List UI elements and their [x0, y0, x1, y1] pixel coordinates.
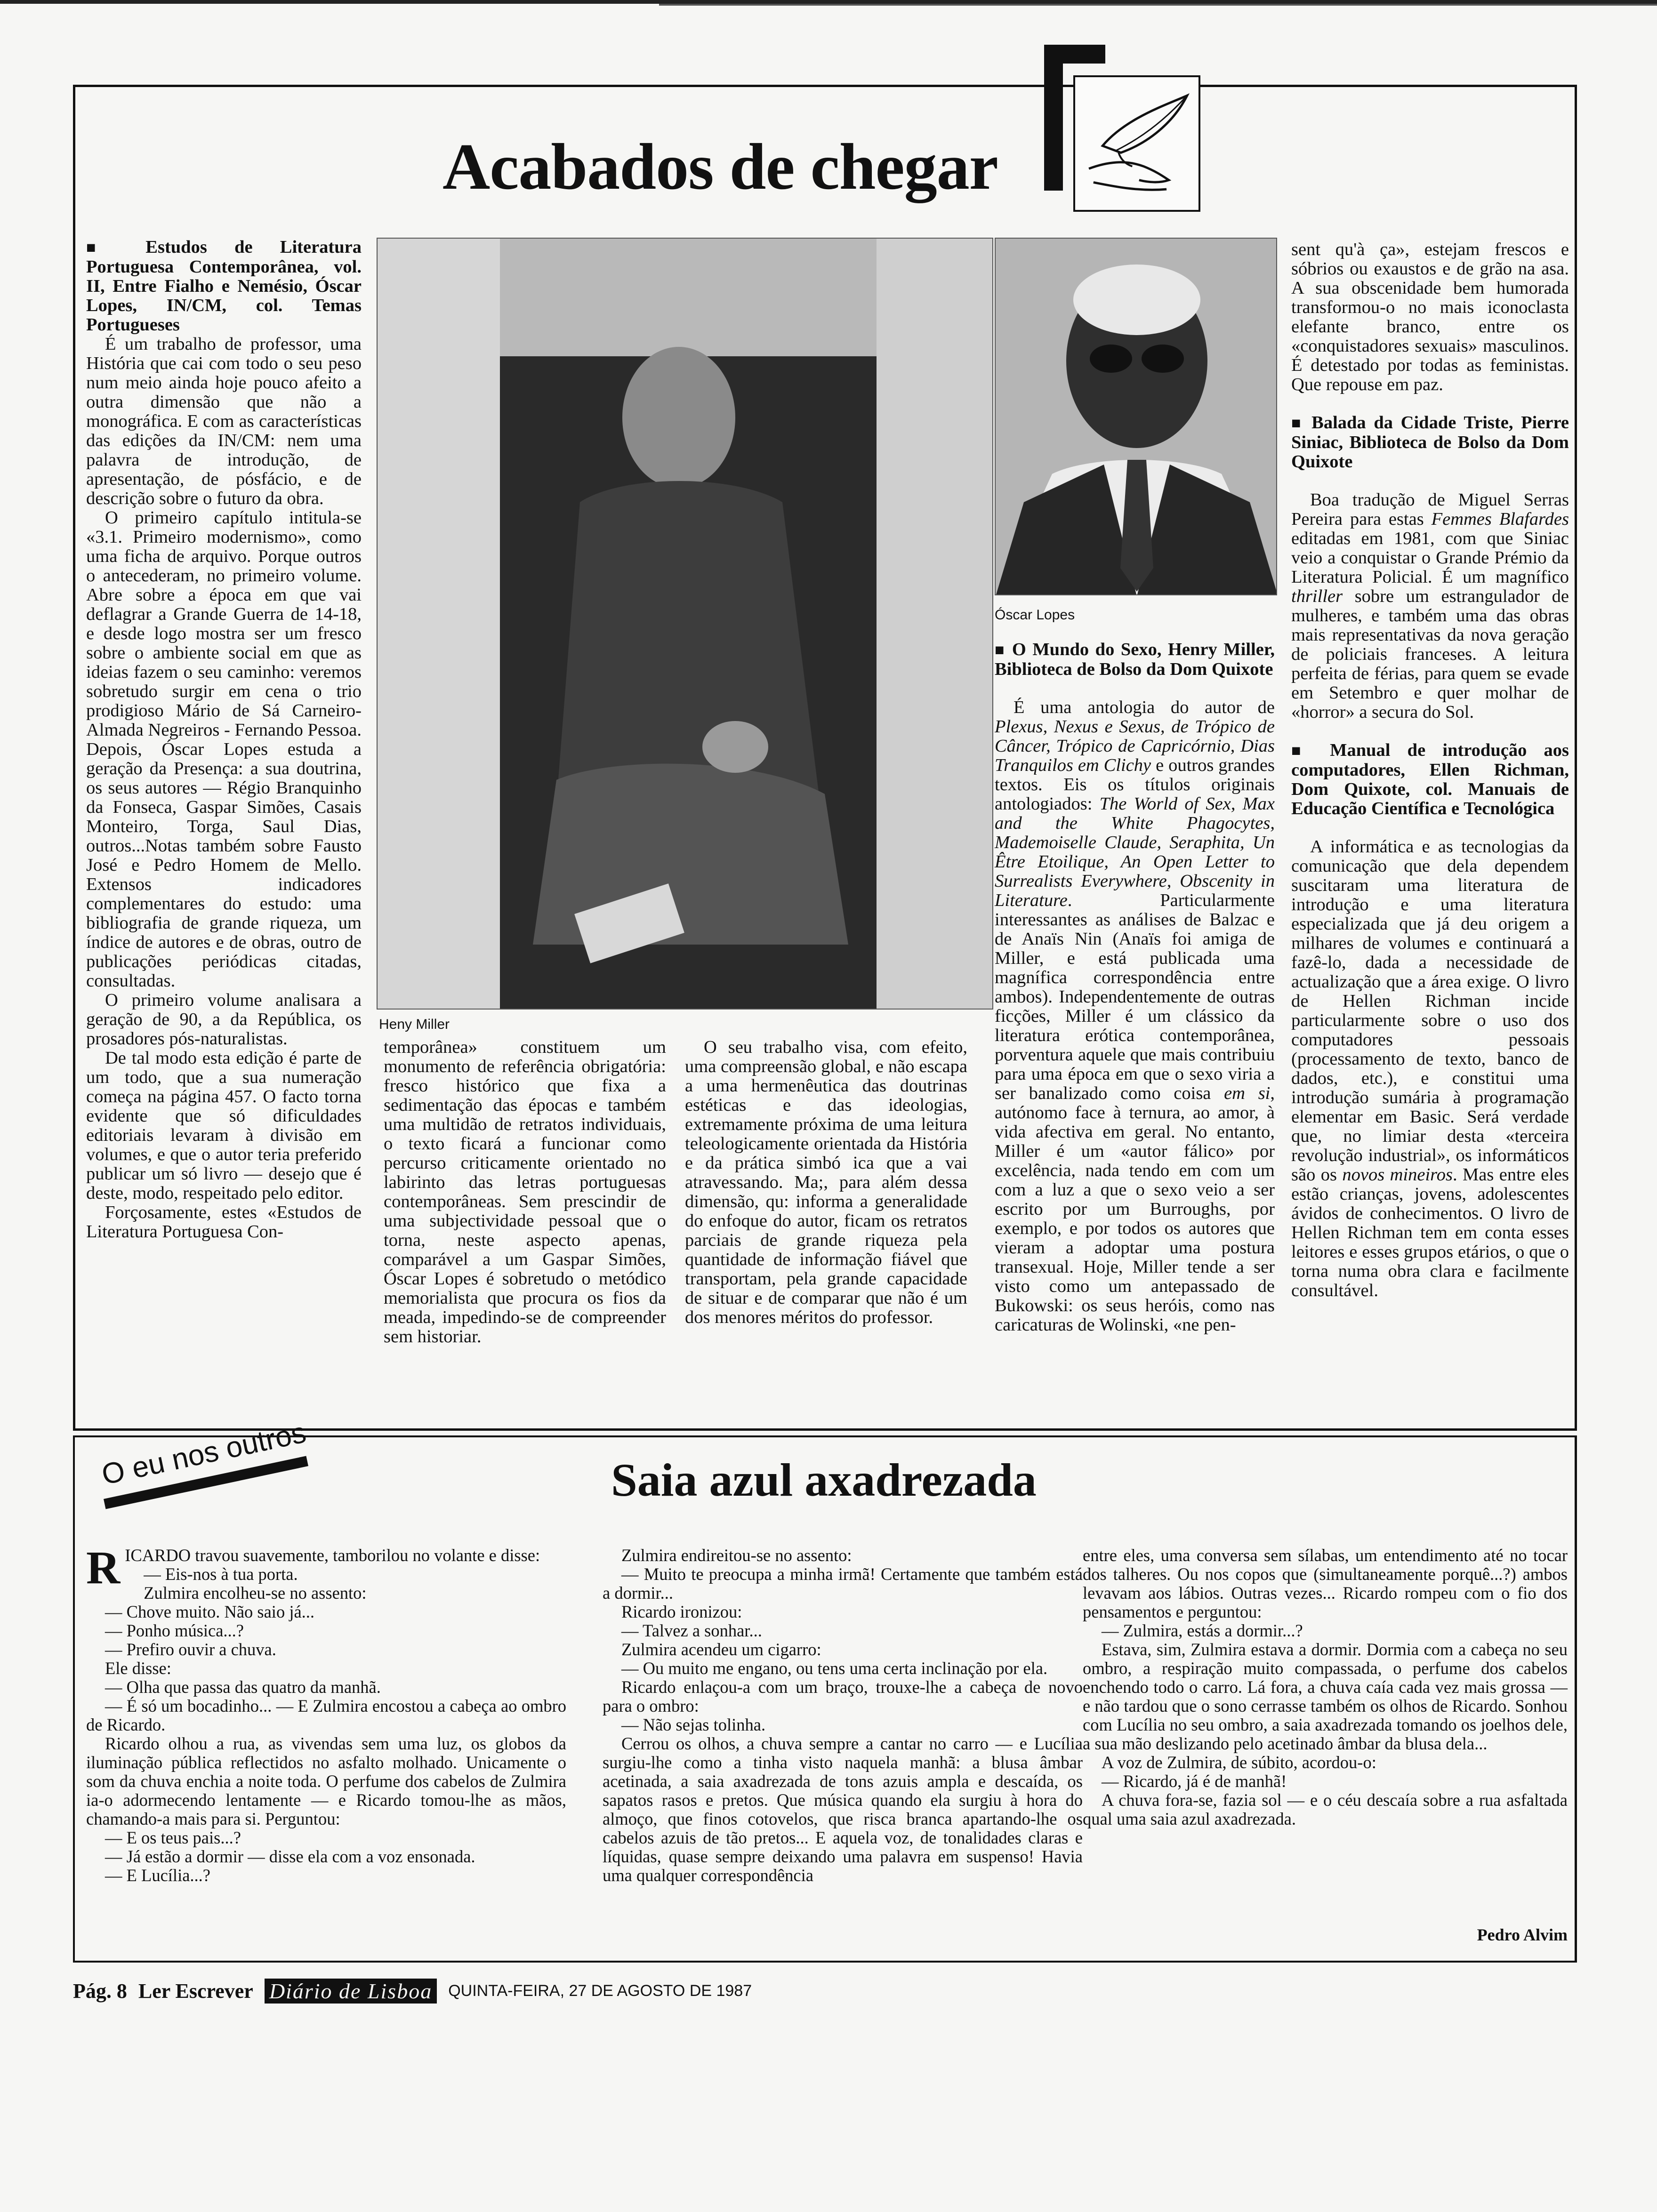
- page-headline: Acabados de chegar: [442, 130, 998, 203]
- story-paragraph: Zulmira acendeu um cigarro:: [621, 1640, 821, 1659]
- text-run: Boa tradução de Miguel Serras Pereira para estas: [1291, 490, 1569, 529]
- text-run: sobre um estrangulador de mulheres, e também uma das obras mais representativas da nova geração de policiais franceses. A leitura perfeita de férias, para quem se evade em Setembro e quer molhar de «horror» a secura do Sol.: [1291, 586, 1569, 722]
- column-4: [995, 640, 1275, 1335]
- story-paragraph: Ricardo ironizou:: [621, 1602, 742, 1621]
- italic-titles: Plexus, Nexus e Sexus, de Trópico de Câncer, Trópico de Capricórnio, Dias Tranquilos em Clichy: [995, 717, 1275, 775]
- story-paragraph: — É só um bocadinho... — E Zulmira encostou a cabeça ao ombro de Ricardo.: [86, 1696, 566, 1734]
- text-run: A informática e as tecnologias da comunicação que dela dependem suscitaram uma literatura de introdução e uma literatura especializada que já deu origem a milhares de volumes e continuará a fazê-lo, dada a necessidade de actualização que a área exige. O livro de Hellen Richman incide particularmente sobre o uso dos computadores pessoais (processamento de texto, banco de dados, etc.), e constitui uma introdução sumária à programação elementar em Basic. Será verdade que, no limiar desta «terceira revolução industrial», os informáticos são os: [1291, 837, 1569, 1185]
- text-run: . Particularmente interessantes as análises de Balzac e de Anaïs Nin (Anaïs foi amiga de Miller, e está publicada uma magnífica correspondência entre ambos). Independentemente de outras ficções, Miller é um clássico da literatura erótica contemporânea, porventura aquele que mais contribuiu para uma época em que o sexo viria a ser banalizado como coisa: [995, 890, 1275, 1103]
- story-column-2: [603, 1546, 1083, 1885]
- story-paragraph: A voz de Zulmira, de súbito, acordou-o:: [1102, 1753, 1376, 1772]
- story-paragraph: — Muito te preocupa a minha irmã! Certamente que também está a dormir...: [603, 1564, 1083, 1603]
- italic-title: Femmes Blafardes: [1431, 509, 1569, 529]
- drop-cap: R: [86, 1541, 121, 1594]
- photo-oscar-lopes: [995, 238, 1277, 595]
- masthead-logo: Diário de Lisboa: [265, 1979, 437, 2004]
- story-paragraph: Zulmira endireitou-se no assento:: [621, 1546, 852, 1565]
- italic-phrase: em si: [1224, 1083, 1271, 1103]
- photo-caption-lopes: Óscar Lopes: [995, 607, 1075, 623]
- story-paragraph: — Já estão a dormir — disse ela com a voz ensonada.: [105, 1847, 475, 1866]
- column-3: [685, 1038, 967, 1327]
- paragraph: De tal modo esta edição é parte de um todo, que a sua numeração começa na página 457. O facto torna evidente que só dificuldades editoriais levaram à divisão em volumes, e que o autor teria preferido publicar um só livro — desejo que é deste, modo, respeitado pelo editor.: [86, 1048, 362, 1203]
- story-author: Pedro Alvim: [1477, 1925, 1568, 1944]
- story-paragraph: — Ou muito me engano, ou tens uma certa inclinação por ela.: [621, 1659, 1048, 1678]
- paragraph: O primeiro capítulo intitula-se «3.1. Primeiro modernismo», como uma ficha de arquivo. Porque outros o antecederam, no primeiro volume. Abre sobre a época em que vai deflagrar a Grande Guerra de 14-18, e desde logo mostra ser um fresco sobre o ambiente social em que as ideias fazem o seu caminho: veremos sobretudo surgir em cena o trio prodigioso Mário de Sá Carneiro-Almada Negreiros - Fernando Pessoa. Depois, Óscar Lopes estuda a geração da Presença: a sua doutrina, os seus autores — Régio Branquinho da Fonseca, Gaspar Simões, Casais Monteiro, Torga, Saul Dias, outros...Notas também sobre Fausto José e Pedro Homem de Mello. Extensos indicadores complementares do estudo: uma bibliografia de grande riqueza, um índice de autores e de obras, outro de publicações periódicas citadas, consultadas.: [86, 508, 362, 991]
- photo-henry-miller: [377, 238, 993, 1010]
- text-run: e outros grandes textos. Eis os títulos originais antologiados:: [995, 755, 1275, 814]
- story-paragraph: — E os teus pais...?: [105, 1828, 241, 1847]
- paragraph: O seu trabalho visa, com efeito, uma compreensão global, e não escapa a uma hermenêutica das doutrinas estéticas e das ideologias, extremamente próxima de uma leitura teleologicamente orientada da História e da prática simbó ica que a vai atravessando. Ma;, para além dessa dimensão, qu: informa a generalidade do enfoque do autor, ficam os retratos parciais de grande riqueza pela quantidade de informação fiável que transportam, pela grande capacidade de situar e de comparar que não é um dos menores méritos do professor.: [685, 1037, 967, 1327]
- publication-date: QUINTA-FEIRA, 27 DE AGOSTO DE 1987: [448, 1981, 752, 2000]
- section-tag-label: O eu nos outros: [99, 1416, 309, 1491]
- story-paragraph: — Não sejas tolinha.: [621, 1715, 766, 1734]
- story-paragraph: — E Lucília...?: [105, 1866, 210, 1885]
- story-column-3: [1083, 1546, 1568, 1828]
- review-heading-estudos: ■ Estudos de Literatura Portuguesa Contemporânea, vol. II, Entre Fialho e Nemésio, Óscar Lopes, IN/CM, col. Temas Portugueses: [86, 238, 362, 335]
- story-paragraph: — Ponho música...?: [105, 1621, 244, 1640]
- review-heading-manual: ■ Manual de introdução aos computadores, Ellen Richman, Dom Quixote, col. Manuais de Educação Científica e Tecnológica: [1291, 741, 1569, 818]
- italic-titles: The World of Sex, Max and the White Phagocytes, Mademoiselle Claude, Seraphita, Un Être Etoilique, An Open Letter to Surrealists Everywhere, Obscenity in Literature: [995, 794, 1275, 910]
- top-scan-rule: [0, 0, 1657, 4]
- story-frame-left: [73, 1435, 75, 1963]
- story-paragraph: entre eles, uma conversa sem sílabas, um entendimento até no tocar dos talheres. Ou nos copos que (simultaneamente porquê...?) ambos levavam aos lábios. Outras vezes... Ricardo rompeu com o fio dos pensamentos e perguntou:: [1083, 1546, 1568, 1621]
- story-paragraph: Ricardo olhou a rua, as vivendas sem uma luz, os globos da iluminação pública reflectidos no asfalto molhado. Unicamente o som da chuva enchia a noite toda. O perfume dos cabelos de Zulmira ia-o adormecendo lentamente — e Ricardo tomou-lhe as mãos, chamando-a mais para si. Perguntou:: [86, 1734, 566, 1828]
- column-5: [1291, 240, 1569, 1300]
- story-paragraph: Zulmira encolheu-se no assento:: [144, 1583, 367, 1603]
- page-footer: [73, 1974, 752, 2007]
- section-tag: [94, 1416, 320, 1525]
- paragraph: O primeiro volume analisara a geração de 90, a da República, os prosadores pós-naturalistas.: [86, 990, 362, 1049]
- review-heading-mundo-do-sexo: ■ O Mundo do Sexo, Henry Miller, Biblioteca de Bolso da Dom Quixote: [995, 640, 1275, 679]
- paragraph: temporânea» constituem um monumento de referência obrigatória: fresco histórico que fixa a sedimentação das épocas e também uma multidão de retratos individuais, o texto ficará a funcionar como percurso criticamente orientado no labirinto das letras portuguesas contemporâneas. Sem prescindir de uma subjectividade pessoal que o torna, neste aspecto apenas, comparável a um Gaspar Simões, Óscar Lopes é sobretudo o metódico memorialista que procura os fios da meada, impedindo-se de compreender sem historiar.: [384, 1037, 666, 1346]
- review-heading-balada: ■ Balada da Cidade Triste, Pierre Siniac, Biblioteca de Bolso da Dom Quixote: [1291, 413, 1569, 472]
- text-run: editadas em 1981, com que Siniac veio a conquistar o Grande Prémio da Literatura Policial. É um magnífico: [1291, 529, 1569, 587]
- story-paragraph: — Zulmira, estás a dormir...?: [1102, 1621, 1303, 1640]
- story-paragraph: — Prefiro ouvir a chuva.: [105, 1640, 276, 1659]
- story-paragraph: — Ricardo, já é de manhã!: [1102, 1771, 1287, 1791]
- column-2: [384, 1038, 666, 1346]
- italic-word: thriller: [1291, 586, 1343, 606]
- quill-hand-illustration: [1075, 77, 1199, 210]
- paragraph: [1291, 490, 1569, 722]
- page-number: Pág. 8: [73, 1979, 127, 2003]
- photo-caption-miller: Heny Miller: [379, 1017, 450, 1032]
- paragraph: sent qu'à ça», estejam frescos e sóbrios ou exaustos e de grão na asa. A sua obscenidade bem humorada transformou-o no mais iconoclasta elefante branco, entre os «conquistadores sexuais» masculinos. É detestado por todas as feministas. Que repouse em paz.: [1291, 240, 1569, 394]
- photo-lopes-illustration: [996, 239, 1277, 595]
- italic-phrase: novos mineiros: [1342, 1165, 1453, 1185]
- story-frame-right: [1575, 1435, 1577, 1963]
- frame-corner-bar: [1044, 45, 1063, 191]
- paragraph: [995, 698, 1275, 1335]
- story-paragraph: A chuva fora-se, fazia sol — e o céu descaía sobre a rua asfaltada qual uma saia azul axadrezada.: [1083, 1790, 1568, 1828]
- paragraph: [1291, 837, 1569, 1300]
- story-paragraph: Ricardo enlaçou-a com um braço, trouxe-lhe a cabeça de novo para o ombro:: [603, 1677, 1083, 1715]
- story-paragraph: Cerrou os olhos, a chuva sempre a cantar no carro — e Lucília surgiu-lhe como a tinha visto naquela manhã: a blusa âmbar acetinada, a saia axadrezada de tons azuis ampla e descaída, os sapatos rasos e pretos. Que música quando ela surgiu à hora do almoço, que finos cotovelos, que risca branca apartando-lhe os cabelos azuis de tão pretos... E aquela voz, de tonalidades claras e líquidas, quase sempre deixando uma palavra em suspenso! Havia uma qualquer correspondência: [603, 1734, 1083, 1885]
- story-paragraph: — Talvez a sonhar...: [621, 1621, 762, 1640]
- story-title: Saia azul axadrezada: [611, 1454, 1037, 1506]
- top-scan-rule-secondary: [659, 4, 1657, 6]
- column-1: [86, 238, 362, 1242]
- text-run: , autónomo face à ternura, ao amor, à vida afectiva em geral. No entanto, Miller é um «autor fálico» por excelência, nada tendo em com um com a luz a que o sexo veio a ser escrito por um Burroughs, por exemplo, e por todos os autores que vieram a adoptar uma postura transexual. Hoje, Miller tende a ser visto como um antepassado de Bukowski: os seus heróis, como nas caricaturas de Wolinski, «ne pen-: [995, 1083, 1275, 1335]
- story-paragraph: Estava, sim, Zulmira estava a dormir. Dormia com a cabeça no seu ombro, a respiração muito compassada, o perfume dos cabelos enchendo todo o carro. Lá fora, a chuva caía cada vez mais grossa — e não tardou que o sono cerrasse também os olhos de Ricardo. Sonhou com Lucília no seu ombro, a saia axadrezada tomando os joelhos dele, a sua mão deslizando pelo acetinado âmbar da blusa dela...: [1083, 1640, 1568, 1753]
- photo-miller-illustration: [378, 239, 993, 1010]
- text-run: . Mas entre eles estão crianças, jovens, adolescentes ávidos de conhecimentos. O livro de Hellen Richman tem em conta esses leitores e esses grupos etários, o que o torna numa obra clara e facilmente consultável.: [1291, 1165, 1569, 1300]
- story-paragraph: — Olha que passa das quatro da manhã.: [105, 1677, 381, 1697]
- story-paragraph: Ele disse:: [105, 1659, 171, 1678]
- text-run: ICARDO travou suavemente, tamborilou no volante e disse:: [125, 1546, 540, 1565]
- quill-hand-icon: [1073, 75, 1200, 212]
- section-name: Ler Escrever: [138, 1979, 253, 2003]
- story-column-1: [86, 1541, 566, 1885]
- story-paragraph: — Chove muito. Não saio já...: [105, 1602, 315, 1621]
- paragraph: Forçosamente, estes «Estudos de Literatura Portuguesa Con-: [86, 1202, 362, 1242]
- story-paragraph: — Eis-nos à tua porta.: [144, 1564, 298, 1584]
- frame-corner-bar-top: [1044, 45, 1105, 64]
- text-run: É uma antologia do autor de: [1014, 697, 1275, 717]
- paragraph: É um trabalho de professor, uma História que cai com todo o seu peso num meio ainda hoje pouco afeito a outra dimensão que não a monográfica. E com as características das edições da IN/CM: nem uma palavra de introdução, de apresentação, de pósfácio, e de descrição sobre o futuro da obra.: [86, 334, 362, 508]
